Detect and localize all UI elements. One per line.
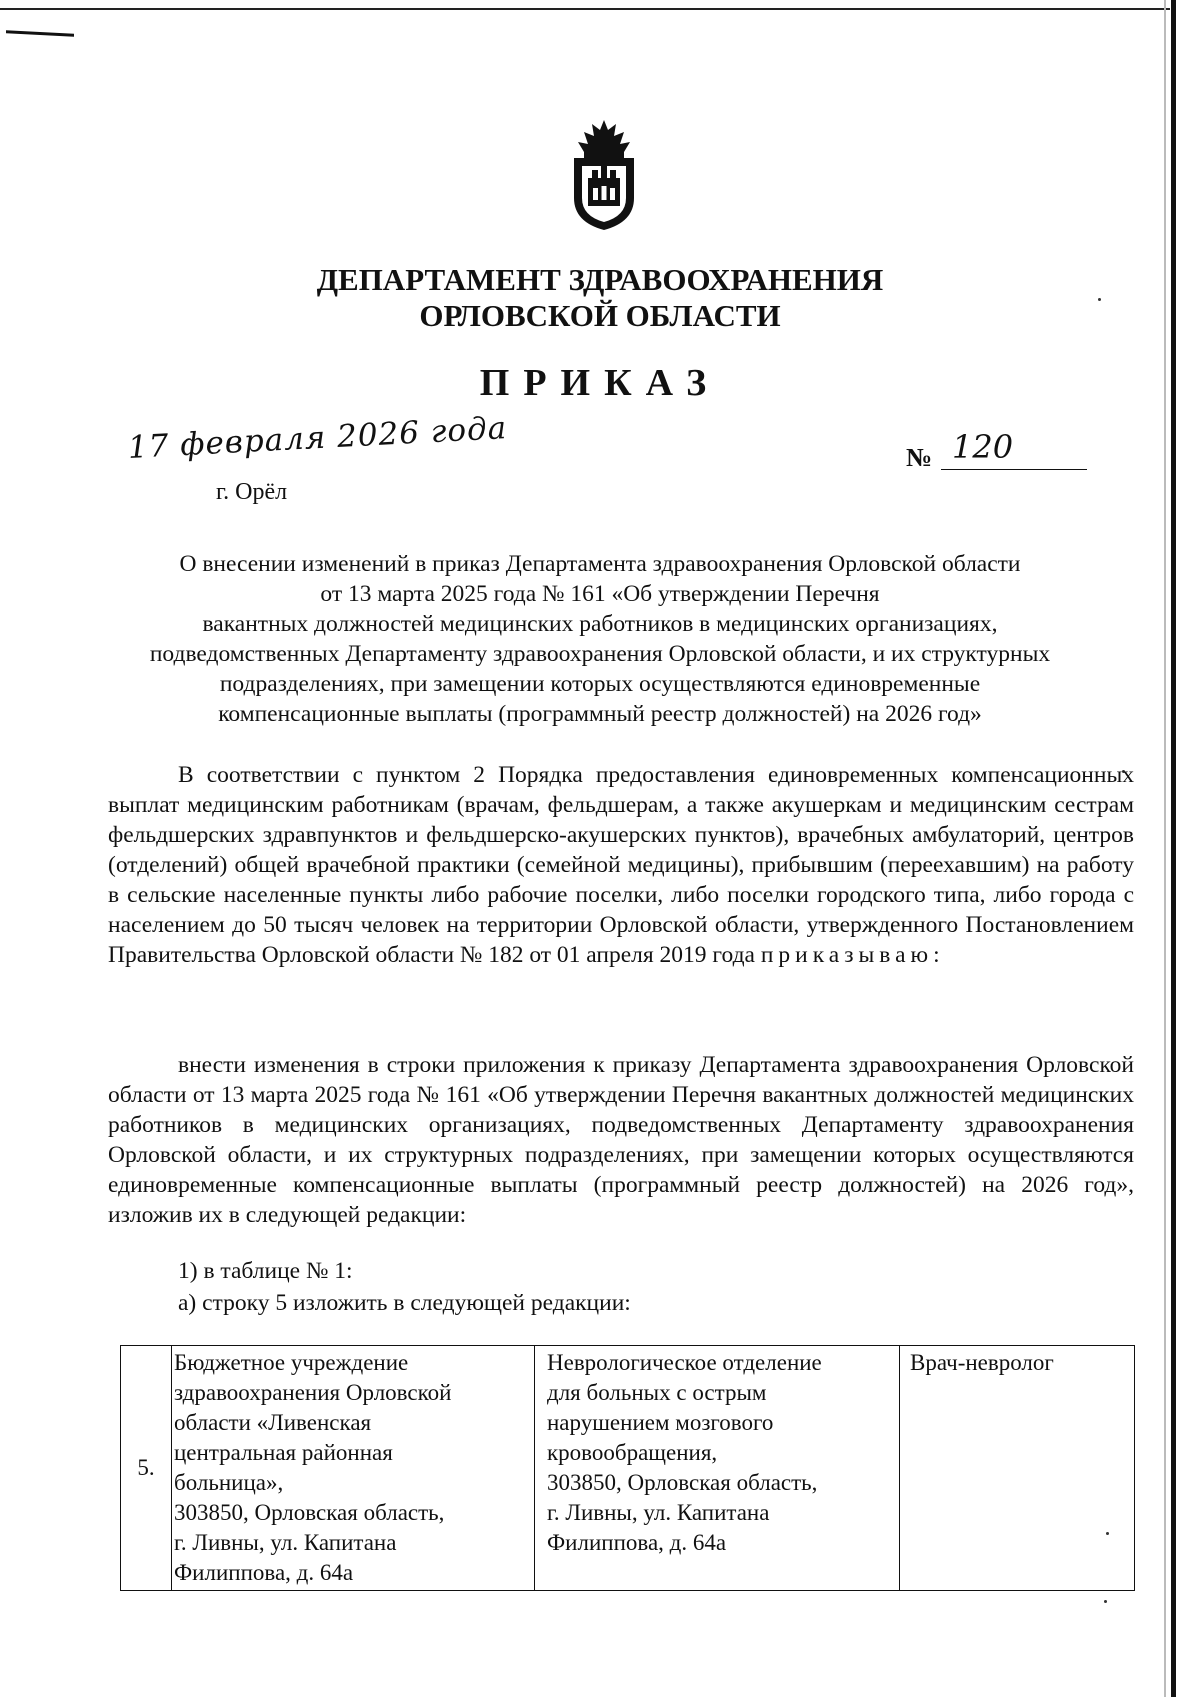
handwritten-date: 17 февраля 2026 года [127, 410, 509, 466]
subject-line: от 13 марта 2025 года № 161 «Об утверждении Перечня [320, 581, 880, 607]
handwritten-number: 120 [952, 428, 1014, 466]
scan-speck [1098, 298, 1101, 301]
organization-line: Филиппова, д. 64а [174, 1560, 354, 1585]
subject-line: подразделениях, при замещении которых осуществляются единовременные [219, 671, 981, 697]
subject-line: подведомственных Департаменту здравоохранения Орловской области, и их структурных [149, 641, 1051, 667]
department-title-line1: ДЕПАРТАМЕНТ ЗДРАВООХРАНЕНИЯ [316, 262, 884, 297]
coat-of-arms-icon [570, 118, 638, 232]
department-title-line2: ОРЛОВСКОЙ ОБЛАСТИ [419, 298, 781, 333]
scan-edge-right-shadow [1164, 0, 1166, 1697]
scan-edge-top [0, 8, 1170, 10]
department-line: нарушением мозгового [547, 1410, 774, 1435]
table-row [121, 1346, 1135, 1591]
department-cell [535, 1346, 900, 1591]
list-item: 1) в таблице № 1: [178, 1258, 353, 1284]
position-cell: Врач-невролог [900, 1346, 1135, 1591]
list-item: а) строку 5 изложить в следующей редакции: [178, 1290, 631, 1316]
subject-line: компенсационные выплаты (программный реестр должностей) на 2026 год» [218, 701, 982, 727]
scan-speck [1104, 1600, 1107, 1603]
department-line: г. Ливны, ул. Капитана [547, 1500, 770, 1525]
number-label: № [906, 443, 933, 472]
department-line: 303850, Орловская область, [547, 1470, 818, 1495]
scan-mark [6, 30, 74, 37]
scan-edge-right [1171, 0, 1176, 1697]
basis-paragraph [108, 760, 1134, 970]
organization-line: центральная районная [174, 1440, 393, 1465]
order-word: приказываю: [760, 942, 945, 968]
organization-line: 303850, Орловская область, [174, 1500, 445, 1525]
order-subject [100, 549, 1100, 729]
basis-text: В соответствии с пунктом 2 Порядка предоставления единовременных компенсационных выплат медицинским работникам (врачам, фельдшерам, а также акушеркам и медицинским сестрам фельдшерских здравпунктов и фельдшерско-акушерских пунктов), врачебных амбулаторий, центров (отделений) общей врачебной практики (семейной медицины), прибывшим (переехавшим) на работу в сельские населенные пункты либо рабочие поселки, либо поселки городского типа, либо города с населением до 50 тысяч человек на территории Орловской области, утвержденного Постановлением Правительства Орловской области № 182 от 01 апреля 2019 года [108, 762, 1134, 968]
organization-line: г. Ливны, ул. Капитана [174, 1530, 397, 1555]
organization-cell [172, 1346, 535, 1591]
amendment-table [120, 1345, 1135, 1591]
row-number: 5. [121, 1346, 172, 1591]
department-line: для больных с острым [547, 1380, 767, 1405]
subject-line: вакантных должностей медицинских работников в медицинских организациях, [202, 611, 998, 637]
number-underline [941, 469, 1087, 470]
organization-line: Бюджетное учреждение [174, 1350, 409, 1375]
city: г. Орёл [216, 479, 288, 505]
department-line: Неврологическое отделение [547, 1350, 822, 1375]
organization-line: области «Ливенская [174, 1410, 372, 1435]
document-type: ПРИКАЗ [479, 362, 721, 404]
department-line: кровообращения, [547, 1440, 718, 1465]
subject-line: О внесении изменений в приказ Департамента здравоохранения Орловской области [179, 551, 1021, 577]
order-paragraph: внести изменения в строки приложения к приказу Департамента здравоохранения Орловской области от 13 марта 2025 года № 161 «Об утверждении Перечня вакантных должностей медицинских работников в медицинских организациях, подведомственных Департаменту здравоохранения Орловской области, и их структурных подразделениях, при замещении которых осуществляются единовременные компенсационные выплаты (программный реестр должностей) на 2026 год», изложив их в следующей редакции: [108, 1052, 1134, 1228]
organization-line: здравоохранения Орловской [174, 1380, 452, 1405]
department-line: Филиппова, д. 64а [547, 1530, 727, 1555]
organization-line: больница», [174, 1470, 284, 1495]
department-title [200, 262, 1000, 334]
